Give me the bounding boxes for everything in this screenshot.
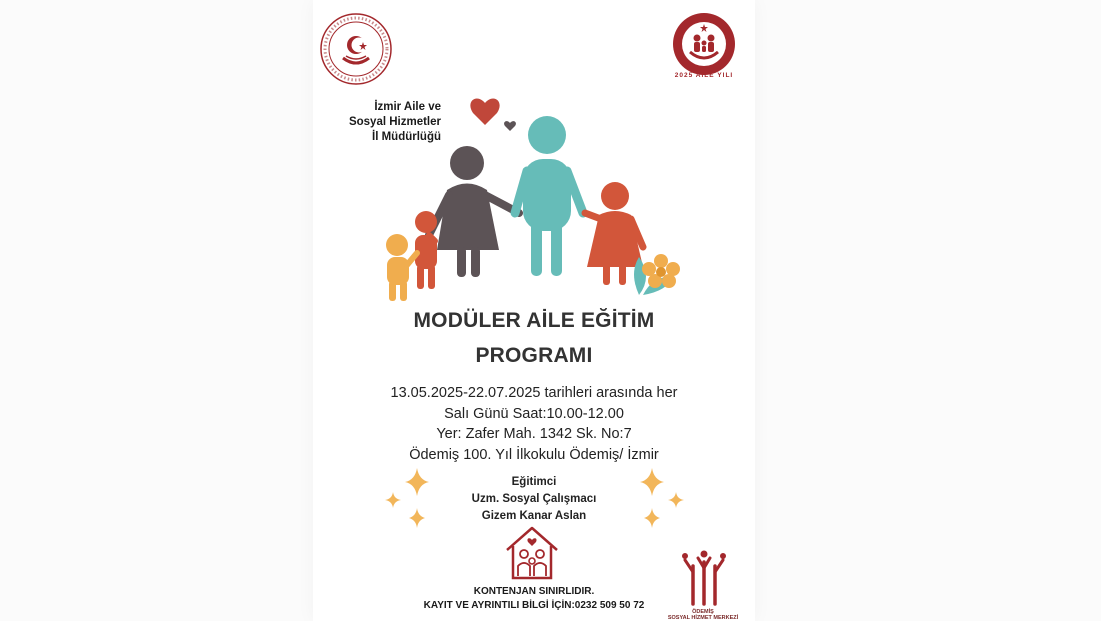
social-service-center-logo-icon [681,548,727,606]
heart-small-icon [504,121,516,131]
poster [313,0,755,621]
program-school: Ödemiş 100. Yıl İlkokulu Ödemiş/ İzmir [409,446,659,463]
program-title [313,303,755,373]
trainer-name: Gizem Kanar Aslan [481,510,587,522]
trainer-title: Uzm. Sosyal Çalışmacı [471,493,597,505]
program-dates: 13.05.2025-22.07.2025 tarihleri arasında her [390,385,678,401]
flower-icon [642,254,680,288]
organization-line-1: İzmir Aile ve [374,101,441,113]
organization-line-2: Sosyal Hizmetler [348,116,441,128]
social-service-center-line-1: ÖDEMİŞ [692,609,714,615]
contact-info: KAYIT VE AYRINTILI BİLGİ İÇİN:0232 509 50 72 [423,600,645,611]
program-address: Yer: Zafer Mah. 1342 Sk. No:7 [436,426,632,442]
program-details [313,383,755,465]
family-illustration [381,95,681,310]
trainer-info [313,474,755,525]
family-year-text: 2025 AİLE YILI [674,72,734,79]
heart-large-icon [470,98,499,125]
program-title-line-1: MODÜLER AİLE EĞİTİM [413,309,655,332]
social-service-center-label [658,609,748,621]
house-family-icon [503,524,561,582]
trainer-label: Eğitimci [511,476,557,488]
program-title-line-2: PROGRAMI [475,344,593,367]
ministry-emblem-icon [319,12,393,86]
program-time: Salı Günü Saat:10.00-12.00 [444,405,624,422]
capacity-notice: KONTENJAN SINIRLIDIR. [473,586,595,597]
social-service-center-line-2: SOSYAL HİZMET MERKEZİ [667,615,739,621]
organization-line-3: İl Müdürlüğü [372,131,441,143]
